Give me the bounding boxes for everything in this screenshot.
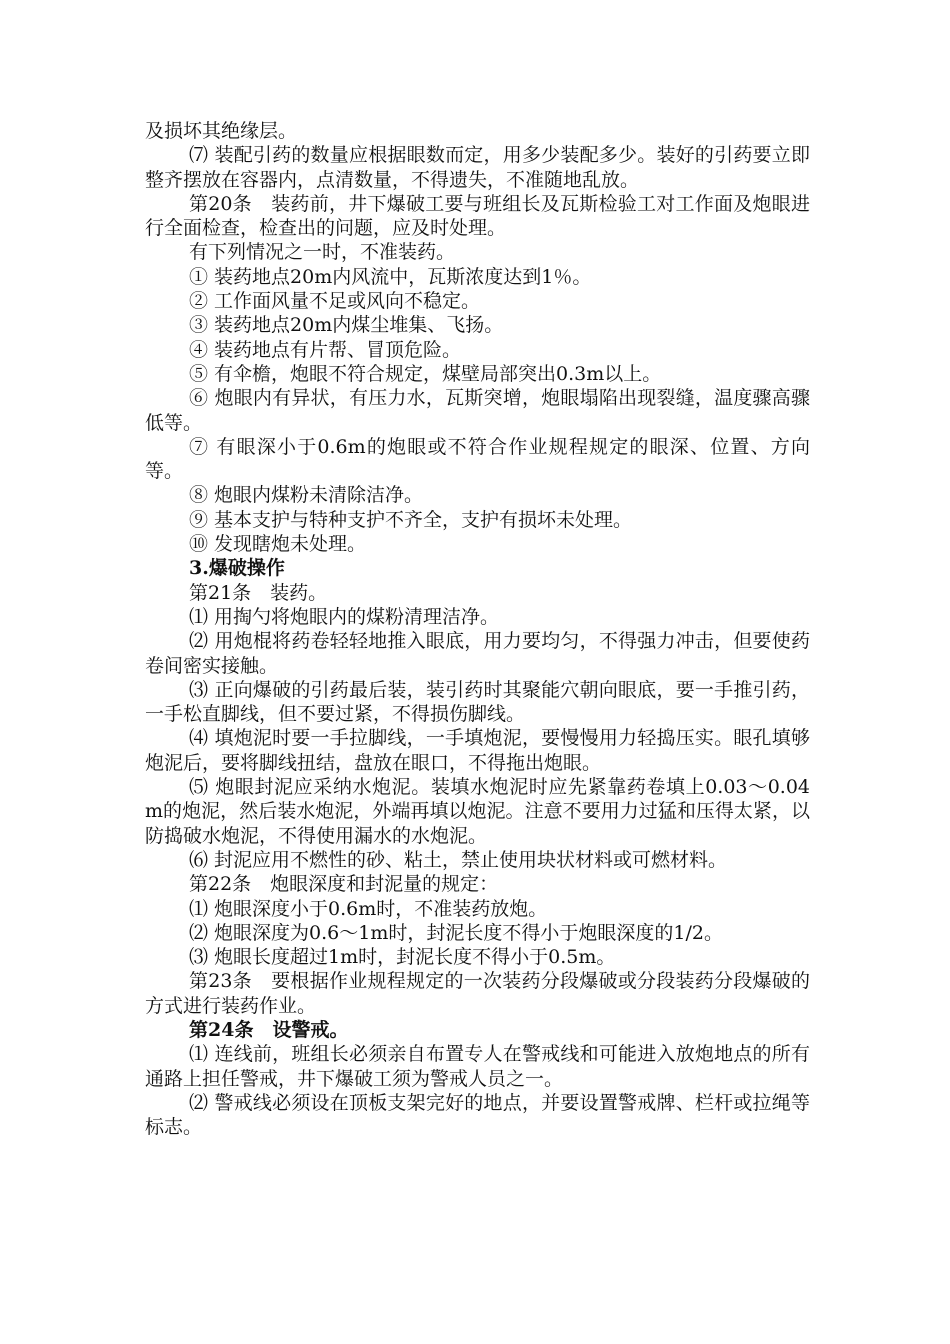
- paragraph: ⑥ 炮眼内有异状，有压力水，瓦斯突增，炮眼塌陷出现裂缝，温度骤高骤低等。: [145, 387, 810, 434]
- paragraph: ⑴ 用掏勺将炮眼内的煤粉清理洁净。: [189, 605, 500, 628]
- paragraph: 第20条 装药前，井下爆破工要与班组长及瓦斯检验工对工作面及炮眼进行全面检查，检查出的问题，应及时处理。: [145, 192, 810, 240]
- paragraph: ⑧ 炮眼内煤粉未清除洁净。: [189, 484, 424, 507]
- paragraph: 有下列情况之一时，不准装药。: [189, 241, 456, 264]
- paragraph: 第23条 要根据作业规程规定的一次装药分段爆破或分段装药分段爆破的方式进行装药作业。: [145, 970, 810, 1017]
- paragraph: ⑷ 填炮泥时要一手拉脚线，一手填炮泥，要慢慢用力轻捣压实。眼孔填够炮泥后，要将脚线扭结，盘放在眼口，不得拖出炮眼。: [145, 727, 810, 774]
- paragraph: ② 工作面风量不足或风向不稳定。: [189, 290, 481, 313]
- paragraph: ④ 装药地点有片帮、冒顶危险。: [189, 338, 462, 361]
- paragraph: ① 装药地点20m内风流中，瓦斯浓度达到1％。: [189, 265, 592, 288]
- paragraph: 第22条 炮眼深度和封泥量的规定：: [189, 873, 499, 896]
- paragraph: ⑵ 炮眼深度为0.6～1m时，封泥长度不得小于炮眼深度的1/2。: [189, 921, 723, 944]
- paragraph: ⑦ 有眼深小于0.6m的炮眼或不符合作业规程规定的眼深、位置、方向等。: [145, 435, 810, 483]
- paragraph: ⑵ 警戒线必须设在顶板支架完好的地点，并要设置警戒牌、栏杆或拉绳等标志。: [145, 1091, 810, 1139]
- paragraph: 第21条 装药。: [189, 581, 328, 604]
- paragraph: ⑹ 封泥应用不燃性的砂、粘土，禁止使用块状材料或可燃材料。: [189, 848, 728, 871]
- paragraph: ⑺ 装配引药的数量应根据眼数而定，用多少装配多少。装好的引药要立即整齐摆放在容器内，点清数量，不得遗失，不准随地乱放。: [145, 144, 810, 191]
- paragraph: ③ 装药地点20m内煤尘堆集、飞扬。: [189, 314, 504, 337]
- paragraph: ⑴ 炮眼深度小于0.6m时，不准装药放炮。: [189, 897, 548, 920]
- document-page: [145, 119, 810, 1139]
- paragraph: ⑴ 连线前，班组长必须亲自布置专人在警戒线和可能进入放炮地点的所有通路上担任警戒，井下爆破工须为警戒人员之一。: [145, 1043, 810, 1090]
- paragraph: ⑶ 炮眼长度超过1m时，封泥长度不得小于0.5m。: [189, 946, 616, 969]
- paragraph: ⑨ 基本支护与特种支护不齐全，支护有损坏未处理。: [189, 508, 633, 531]
- paragraph: ⑤ 有伞檐，炮眼不符合规定，煤壁局部突出0.3m以上。: [189, 362, 662, 385]
- paragraph: ⑸ 炮眼封泥应采纳水炮泥。装填水炮泥时应先紧靠药卷填上0.03～0.04m的炮泥，然后装水炮泥，外端再填以炮泥。注意不要用力过猛和压得太紧，以防捣破水炮泥，不得使用漏水的水炮泥。: [145, 776, 810, 847]
- section-heading: 3.爆破操作: [189, 557, 285, 580]
- paragraph: ⑶ 正向爆破的引药最后装，装引药时其聚能穴朝向眼底，要一手推引药，一手松直脚线，但不要过紧，不得损伤脚线。: [145, 678, 810, 726]
- paragraph: ⑩ 发现瞎炮未处理。: [189, 533, 367, 556]
- section-heading: 第24条 设警戒。: [189, 1018, 349, 1041]
- paragraph: 及损坏其绝缘层。: [145, 120, 298, 142]
- paragraph: ⑵ 用炮棍将药卷轻轻地推入眼底，用力要均匀，不得强力冲击，但要使药卷间密实接触。: [145, 630, 810, 677]
